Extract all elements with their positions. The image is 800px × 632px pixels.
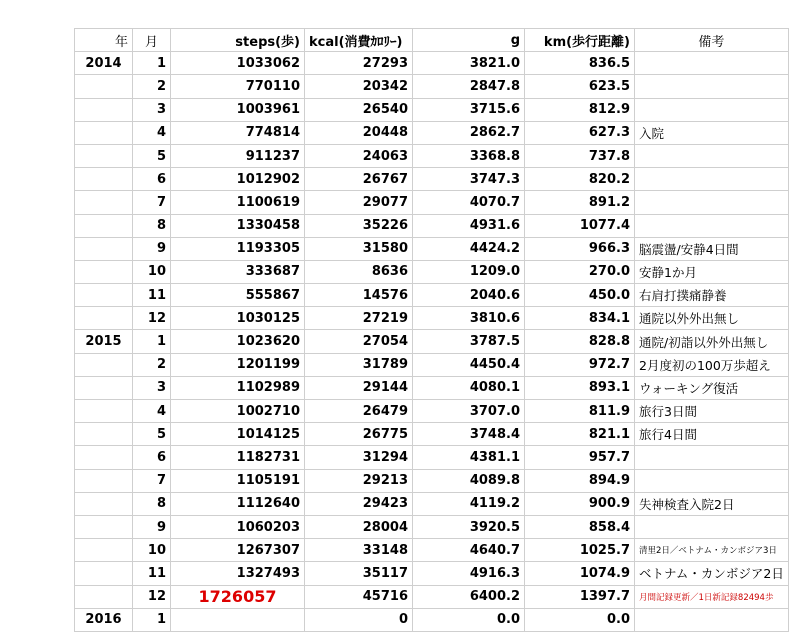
table-row [75, 237, 789, 260]
distance-cell: 1025.7 [525, 539, 635, 562]
distance-cell: 820.2 [525, 168, 635, 191]
grams-cell: 3747.3 [413, 168, 525, 191]
steps-cell: 1014125 [171, 423, 305, 446]
steps-cell: 1182731 [171, 446, 305, 469]
table-row [75, 492, 789, 515]
steps-log-table [74, 28, 789, 632]
distance-cell: 891.2 [525, 191, 635, 214]
kcal-cell: 35117 [305, 562, 413, 585]
grams-cell: 4089.8 [413, 469, 525, 492]
year-cell [75, 191, 133, 214]
grams-cell: 2862.7 [413, 121, 525, 144]
grams-cell: 4450.4 [413, 353, 525, 376]
month-cell: 5 [133, 423, 171, 446]
year-cell: 2016 [75, 608, 133, 631]
steps-cell: 1267307 [171, 539, 305, 562]
kcal-cell: 31789 [305, 353, 413, 376]
note-cell: 安静1か月 [635, 260, 789, 283]
kcal-cell: 31580 [305, 237, 413, 260]
note-cell [635, 608, 789, 631]
kcal-cell: 29144 [305, 376, 413, 399]
steps-cell: 1726057 [171, 585, 305, 608]
table-row [75, 608, 789, 631]
header-steps: steps(歩) [171, 29, 305, 52]
month-cell: 3 [133, 376, 171, 399]
steps-cell: 1060203 [171, 515, 305, 538]
year-cell: 2015 [75, 330, 133, 353]
kcal-cell: 0 [305, 608, 413, 631]
distance-cell: 821.1 [525, 423, 635, 446]
table-row [75, 423, 789, 446]
header-row [75, 29, 789, 52]
year-cell [75, 492, 133, 515]
month-cell: 2 [133, 353, 171, 376]
distance-cell: 966.3 [525, 237, 635, 260]
distance-cell: 627.3 [525, 121, 635, 144]
kcal-cell: 29077 [305, 191, 413, 214]
month-cell: 4 [133, 121, 171, 144]
distance-cell: 737.8 [525, 144, 635, 167]
grams-cell: 4119.2 [413, 492, 525, 515]
table-row [75, 376, 789, 399]
month-cell: 1 [133, 608, 171, 631]
note-cell [635, 515, 789, 538]
steps-cell: 1193305 [171, 237, 305, 260]
grams-cell: 3821.0 [413, 52, 525, 75]
grams-cell: 4640.7 [413, 539, 525, 562]
year-cell [75, 469, 133, 492]
table-row [75, 585, 789, 608]
month-cell: 4 [133, 400, 171, 423]
note-cell [635, 98, 789, 121]
distance-cell: 812.9 [525, 98, 635, 121]
steps-cell: 1002710 [171, 400, 305, 423]
steps-cell: 1105191 [171, 469, 305, 492]
grams-cell: 3368.8 [413, 144, 525, 167]
table-row [75, 515, 789, 538]
table-row [75, 446, 789, 469]
steps-cell: 1003961 [171, 98, 305, 121]
year-cell [75, 353, 133, 376]
kcal-cell: 26540 [305, 98, 413, 121]
grams-cell: 3748.4 [413, 423, 525, 446]
note-cell: 月間記録更新／1日新記録82494歩 [635, 585, 789, 608]
steps-cell: 1030125 [171, 307, 305, 330]
steps-cell: 1112640 [171, 492, 305, 515]
table-row [75, 214, 789, 237]
year-cell [75, 446, 133, 469]
note-cell [635, 75, 789, 98]
distance-cell: 1077.4 [525, 214, 635, 237]
month-cell: 10 [133, 260, 171, 283]
distance-cell: 450.0 [525, 284, 635, 307]
table-row [75, 121, 789, 144]
grams-cell: 1209.0 [413, 260, 525, 283]
note-cell: 通院/初詣以外外出無し [635, 330, 789, 353]
note-cell [635, 168, 789, 191]
month-cell: 6 [133, 168, 171, 191]
table-row [75, 330, 789, 353]
note-cell: 旅行4日間 [635, 423, 789, 446]
year-cell [75, 284, 133, 307]
grams-cell: 3715.6 [413, 98, 525, 121]
month-cell: 9 [133, 515, 171, 538]
steps-cell: 555867 [171, 284, 305, 307]
year-cell [75, 260, 133, 283]
year-cell [75, 237, 133, 260]
note-cell: ウォーキング復活 [635, 376, 789, 399]
kcal-cell: 20448 [305, 121, 413, 144]
grams-cell: 0.0 [413, 608, 525, 631]
kcal-cell: 28004 [305, 515, 413, 538]
table-row [75, 260, 789, 283]
year-cell [75, 539, 133, 562]
steps-cell: 1033062 [171, 52, 305, 75]
year-cell [75, 307, 133, 330]
kcal-cell: 29423 [305, 492, 413, 515]
table-row [75, 562, 789, 585]
steps-cell: 1023620 [171, 330, 305, 353]
month-cell: 3 [133, 98, 171, 121]
steps-cell: 1102989 [171, 376, 305, 399]
table-row [75, 144, 789, 167]
distance-cell: 834.1 [525, 307, 635, 330]
note-cell: 入院 [635, 121, 789, 144]
year-cell [75, 423, 133, 446]
kcal-cell: 26767 [305, 168, 413, 191]
note-cell [635, 191, 789, 214]
month-cell: 9 [133, 237, 171, 260]
header-g: g [413, 29, 525, 52]
year-cell [75, 75, 133, 98]
year-cell [75, 562, 133, 585]
table-row [75, 353, 789, 376]
steps-cell: 1012902 [171, 168, 305, 191]
table-body [75, 52, 789, 632]
note-cell: ベトナム・カンボジア2日 [635, 562, 789, 585]
distance-cell: 270.0 [525, 260, 635, 283]
distance-cell: 957.7 [525, 446, 635, 469]
steps-cell: 770110 [171, 75, 305, 98]
grams-cell: 2040.6 [413, 284, 525, 307]
grams-cell: 4070.7 [413, 191, 525, 214]
header-kcal: kcal(消費ｶﾛﾘｰ) [305, 29, 413, 52]
grams-cell: 4916.3 [413, 562, 525, 585]
distance-cell: 0.0 [525, 608, 635, 631]
grams-cell: 4381.1 [413, 446, 525, 469]
year-cell [75, 121, 133, 144]
steps-cell: 911237 [171, 144, 305, 167]
kcal-cell: 27293 [305, 52, 413, 75]
kcal-cell: 20342 [305, 75, 413, 98]
grams-cell: 3920.5 [413, 515, 525, 538]
table-row [75, 284, 789, 307]
steps-cell: 1201199 [171, 353, 305, 376]
header-km: km(歩行距離) [525, 29, 635, 52]
year-cell [75, 515, 133, 538]
table-row [75, 98, 789, 121]
table-row [75, 307, 789, 330]
month-cell: 1 [133, 330, 171, 353]
month-cell: 7 [133, 191, 171, 214]
distance-cell: 972.7 [525, 353, 635, 376]
month-cell: 8 [133, 214, 171, 237]
kcal-cell: 24063 [305, 144, 413, 167]
note-cell [635, 52, 789, 75]
kcal-cell: 33148 [305, 539, 413, 562]
distance-cell: 900.9 [525, 492, 635, 515]
grams-cell: 4424.2 [413, 237, 525, 260]
year-cell [75, 144, 133, 167]
month-cell: 1 [133, 52, 171, 75]
grams-cell: 3787.5 [413, 330, 525, 353]
note-cell: 旅行3日間 [635, 400, 789, 423]
month-cell: 6 [133, 446, 171, 469]
steps-cell: 1330458 [171, 214, 305, 237]
kcal-cell: 8636 [305, 260, 413, 283]
kcal-cell: 14576 [305, 284, 413, 307]
distance-cell: 836.5 [525, 52, 635, 75]
year-cell [75, 400, 133, 423]
distance-cell: 623.5 [525, 75, 635, 98]
kcal-cell: 27054 [305, 330, 413, 353]
note-cell: 通院以外外出無し [635, 307, 789, 330]
note-cell: 清里2日／ベトナム・カンボジア3日 [635, 539, 789, 562]
kcal-cell: 45716 [305, 585, 413, 608]
year-cell [75, 376, 133, 399]
month-cell: 7 [133, 469, 171, 492]
table-row [75, 400, 789, 423]
table-row [75, 469, 789, 492]
month-cell: 12 [133, 585, 171, 608]
distance-cell: 858.4 [525, 515, 635, 538]
month-cell: 11 [133, 284, 171, 307]
header-month: 月 [133, 29, 171, 52]
steps-cell: 1327493 [171, 562, 305, 585]
note-cell [635, 446, 789, 469]
grams-cell: 2847.8 [413, 75, 525, 98]
month-cell: 11 [133, 562, 171, 585]
distance-cell: 894.9 [525, 469, 635, 492]
table-row [75, 191, 789, 214]
note-cell [635, 214, 789, 237]
distance-cell: 893.1 [525, 376, 635, 399]
steps-cell: 774814 [171, 121, 305, 144]
note-cell: 2月度初の100万歩超え [635, 353, 789, 376]
year-cell [75, 98, 133, 121]
month-cell: 10 [133, 539, 171, 562]
table-row [75, 52, 789, 75]
steps-cell: 333687 [171, 260, 305, 283]
grams-cell: 4931.6 [413, 214, 525, 237]
kcal-cell: 27219 [305, 307, 413, 330]
grams-cell: 6400.2 [413, 585, 525, 608]
year-cell [75, 585, 133, 608]
note-cell [635, 144, 789, 167]
kcal-cell: 26479 [305, 400, 413, 423]
year-cell [75, 214, 133, 237]
distance-cell: 811.9 [525, 400, 635, 423]
kcal-cell: 31294 [305, 446, 413, 469]
steps-cell [171, 608, 305, 631]
header-notes: 備考 [635, 29, 789, 52]
month-cell: 8 [133, 492, 171, 515]
header-year: 年 [75, 29, 133, 52]
grams-cell: 4080.1 [413, 376, 525, 399]
steps-cell: 1100619 [171, 191, 305, 214]
table-row [75, 539, 789, 562]
note-cell: 失神検査入院2日 [635, 492, 789, 515]
distance-cell: 828.8 [525, 330, 635, 353]
distance-cell: 1397.7 [525, 585, 635, 608]
month-cell: 12 [133, 307, 171, 330]
note-cell: 右肩打撲痛静養 [635, 284, 789, 307]
month-cell: 2 [133, 75, 171, 98]
year-cell: 2014 [75, 52, 133, 75]
kcal-cell: 35226 [305, 214, 413, 237]
note-cell: 脳震盪/安静4日間 [635, 237, 789, 260]
month-cell: 5 [133, 144, 171, 167]
kcal-cell: 29213 [305, 469, 413, 492]
grams-cell: 3707.0 [413, 400, 525, 423]
year-cell [75, 168, 133, 191]
grams-cell: 3810.6 [413, 307, 525, 330]
note-cell [635, 469, 789, 492]
kcal-cell: 26775 [305, 423, 413, 446]
distance-cell: 1074.9 [525, 562, 635, 585]
table-row [75, 168, 789, 191]
table-row [75, 75, 789, 98]
